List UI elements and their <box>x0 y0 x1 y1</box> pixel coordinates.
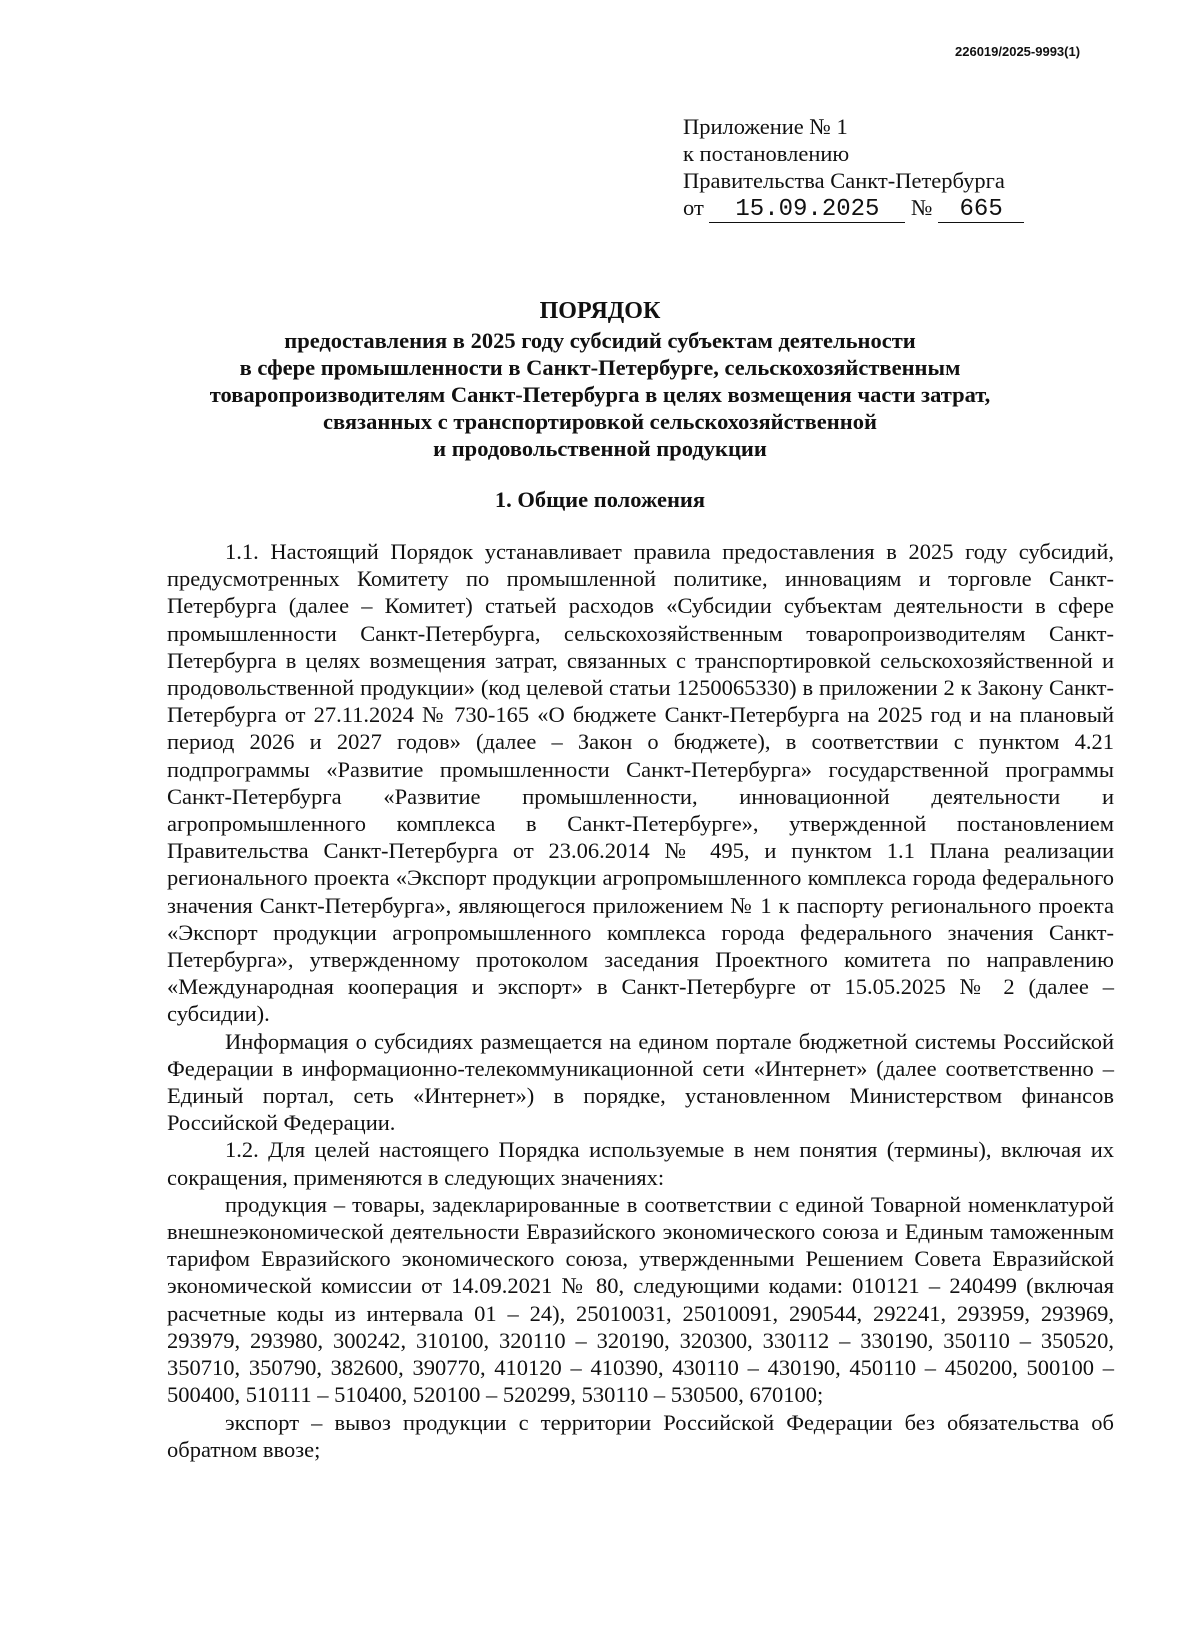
paragraph-1-2: 1.2. Для целей настоящего Порядка используемые в нем понятия (термины), включая их сокращения, применяются в следующих значениях: <box>167 1137 1114 1190</box>
title-line-5: и продовольственной продукции <box>433 436 767 461</box>
section-body <box>167 538 1114 1463</box>
title-line-1: предоставления в 2025 году субсидий субъектам деятельности <box>284 328 916 353</box>
document-registration-number: 226019/2025-9993(1) <box>955 44 1081 59</box>
definition-export: экспорт – вывоз продукции с территории Российской Федерации без обязательства об обратном ввозе; <box>167 1409 1114 1462</box>
title-line-2: в сфере промышленности в Санкт-Петербурге, сельскохозяйственным <box>239 355 961 380</box>
date-prefix: от <box>683 195 704 220</box>
definition-product: продукция – товары, задекларированные в соответствии с единой Товарной номенклатурой внешнеэкономической деятельности Евразийского экономического союза и Единым таможенным тарифом Евразийского экономического союза, утвержденными Решением Совета Евразийской экономической комиссии от 14.09.2021 № 80, следующими кодами: 010121 – 240499 (включая расчетные коды из интервала 01 – 24), 25010031, 25010091, 290544, 292241, 293959, 293969, 293979, 293980, 300242, 310100, 320110 – 320190, 320300, 330112 – 330190, 350110 – 350520, 350710, 350790, 382600, 390770, 410120 – 410390, 430110 – 430190, 450110 – 450200, 500100 – 500400, 510111 – 510400, 520100 – 520299, 530110 – 530500, 670100; <box>167 1191 1114 1408</box>
appendix-date-line <box>683 194 1024 223</box>
resolution-number: 665 <box>938 198 1024 223</box>
paragraph-1-1: 1.1. Настоящий Порядок устанавливает правила предоставления в 2025 году субсидий, предусмотренных Комитету по промышленной политике, инновациям и торговле Санкт-Петербурга (далее – Комитет) статьей расходов «Субсидии субъектам деятельности в сфере промышленности Санкт-Петербурга, сельскохозяйственным товаропроизводителям Санкт-Петербурга в целях возмещения затрат, связанных с транспортировкой сельскохозяйственной и продовольственной продукции» (код целевой статьи 1250065330) в приложении 2 к Закону Санкт-Петербурга от 27.11.2024 № 730-165 «О бюджете Санкт-Петербурга на 2025 год и на плановый период 2026 и 2027 годов» (далее – Закон о бюджете), в соответствии с пунктом 4.21 подпрограммы «Развитие промышленности Санкт-Петербурга» государственной программы Санкт-Петербурга «Развитие промышленности, инновационной деятельности и агропромышленного комплекса в Санкт-Петербурге», утвержденной постановлением Правительства Санкт-Петербурга от 23.06.2014 № 495, и пунктом 1.1 Плана реализации регионального проекта «Экспорт продукции агропромышленного комплекса города федерального значения Санкт-Петербурга», являющегося приложением № 1 к паспорту регионального проекта «Экспорт продукции агропромышленного комплекса города федерального значения Санкт-Петербурга», утвержденному протоколом заседания Проектного комитета по направлению «Международная кооперация и экспорт» в Санкт-Петербурге от 15.05.2025 № 2 (далее – субсидии). <box>167 539 1114 1027</box>
appendix-line-3: Правительства Санкт-Петербурга <box>683 168 1005 193</box>
number-prefix: № <box>911 195 933 220</box>
title-main: ПОРЯДОК <box>539 298 661 324</box>
document-title <box>150 298 1050 462</box>
section-heading: 1. Общие положения <box>494 487 706 512</box>
resolution-date: 15.09.2025 <box>709 198 905 223</box>
title-line-3: товаропроизводителям Санкт-Петербурга в целях возмещения части затрат, <box>209 382 991 407</box>
paragraph-info: Информация о субсидиях размещается на едином портале бюджетной системы Российской Федерации в информационно-телекоммуникационной сети «Интернет» (далее соответственно – Единый портал, сеть «Интернет») в порядке, установленном Министерством финансов Российской Федерации. <box>167 1028 1114 1136</box>
appendix-block <box>683 113 1024 223</box>
appendix-line-2: к постановлению <box>683 141 850 166</box>
appendix-line-1: Приложение № 1 <box>683 114 848 139</box>
title-line-4: связанных с транспортировкой сельскохозяйственной <box>323 409 877 434</box>
